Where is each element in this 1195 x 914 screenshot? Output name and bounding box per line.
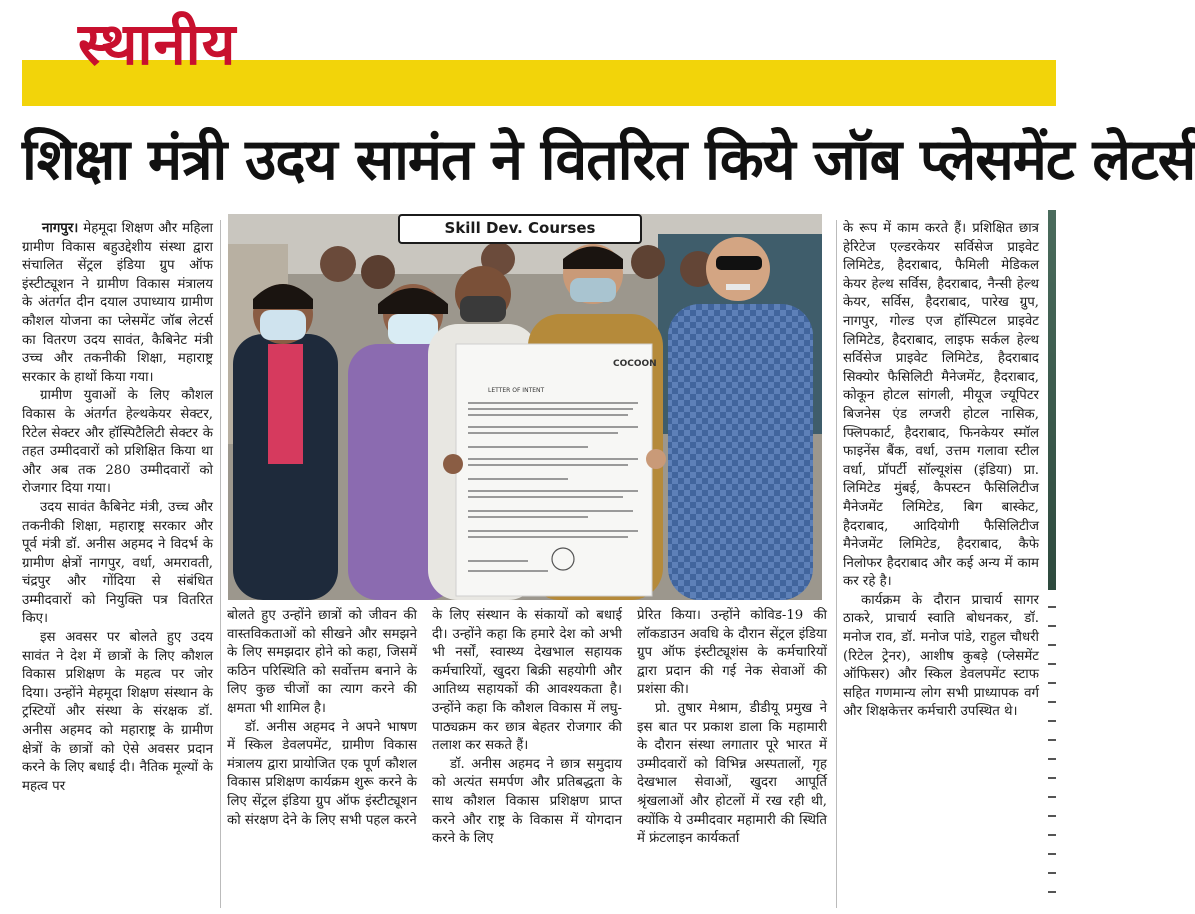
news-photo <box>228 214 822 600</box>
column-divider <box>220 220 221 908</box>
paragraph: प्रो. तुषार मेश्राम, डीडीयू प्रमुख ने इस बात पर प्रकाश डाला कि महामारी के दौरान संस्था लगातार पूरे भारत में उम्मीदवारों को विभिन्न अस्पतालों, गृह देखभाल सेवाओं, खुदरा आपूर्ति श्रृंखलाओं और होटलों में रख रही थी, क्योंकि ये उम्मीदवार महामारी की स्थिति में फ्रंटलाइन कार्यकर्ता <box>637 700 827 847</box>
headline: शिक्षा मंत्री उदय सामंत ने वितरित किये जॉब प्लेसमेंट लेटर्स <box>22 127 1195 193</box>
article-column-2 <box>227 607 417 907</box>
paragraph: ग्रामीण युवाओं के लिए कौशल विकास के अंतर्गत हेल्थकेयर सेक्टर, रिटेल सेक्टर और हॉस्पिटैलिटी सेक्टर के तहत उम्मीदवारों को प्रशिक्षित किया था और अब तक 280 उम्मीदवारों को रोजगार दिया गया। <box>22 388 213 497</box>
paragraph: इस अवसर पर बोलते हुए उदय सावंत ने देश में छात्रों के लिए कौशल विकास प्रशिक्षण के महत्व पर जोर दिया। उन्होंने मेहमूदा शिक्षण संस्थान के ट्रस्टियों और संस्था के संरक्षक डॉ. अनीस अहमद को महाराष्ट्र के ग्रामीण क्षेत्रों के छात्रों को ऐसे अवसर प्रदान करने के लिए बधाई दी। नैतिक मूल्यों के महत्व पर <box>22 630 213 794</box>
letter-title: LETTER OF INTENT <box>488 387 545 394</box>
paragraph: कार्यक्रम के दौरान प्राचार्य सागर ठाकरे, प्राचार्य स्वाति बोधनकर, डॉ. मनोज राव, डॉ. मनोज पांडे, राहुल चौधरी (रिटेल ट्रेनर), आशीष कुबड़े (प्लेसमेंट ऑफिसर) और स्किल डेवलपमेंट स्टाफ सहित गणमान्य लोग सभी प्राध्यापक वर्ग और शिक्षकेत्तर कर्मचारी उपस्थित थे। <box>843 592 1039 720</box>
paragraph: के लिए संस्थान के संकायों को बधाई दी। उन्होंने कहा कि हमारे देश को अभी भी नर्सों, स्वास्थ्य देखभाल सहायक कर्मचारियों, खुदरा बिक्री सहयोगी और आतिथ्य सहायकों की आवश्यकता है। उन्होंने कहा कि कौशल विकास में लघु-पाठ्यक्रम कर छात्र बेहतर रोजगार की तलाश कर सकते हैं। <box>432 608 622 754</box>
article-column-4 <box>637 607 827 907</box>
column-divider <box>836 220 837 908</box>
photo-banner: Skill Dev. Courses <box>398 214 642 244</box>
article-column-1 <box>22 220 213 910</box>
paragraph: डॉ. अनीस अहमद ने अपने भाषण में स्किल डेवलपमेंट, ग्रामीण विकास मंत्रालय द्वारा प्रायोजित एक पूर्ण कौशल विकास प्रशिक्षण कार्यक्रम शुरू करने के लिए सेंट्रल इंडिया ग्रुप ऑफ इंस्टीट्यूशन को संरक्षण देने के लिए सभी पहल करने <box>227 719 417 828</box>
paragraph: प्रेरित किया। उन्होंने कोविड-19 की लॉकडाउन अवधि के दौरान सेंट्रल इंडिया ग्रुप ऑफ इंस्टीट्यूशंस के कर्मचारियों द्वारा प्रदान की गई नेक सेवाओं की प्रशंसा की। <box>637 608 827 698</box>
paragraph: के रूप में काम करते हैं। प्रशिक्षित छात्र हेरिटेज एल्डरकेयर सर्विसेज प्राइवेट लिमिटेड, हैदराबाद, फैमिली मेडिकल केयर हेल्थ सर्विस, हैदराबाद, नैन्सी हेल्थ केयर, सर्विस, हैदराबाद, पारेख ग्रुप, नागपुर, गोल्ड एज हॉस्पिटल प्राइवेट लिमिटेड, हैदराबाद, लाइफ सर्कल हेल्थ सर्विसेज प्राइवेट लिमिटेड, हैदराबाद सिक्योर फैसिलिटी मैनेजमेंट, हैदराबाद, कोकून होटल सांगली, मीयूज ज्यूपिटर बिजनेस एंड लग्जरी होटल नासिक, फ्लिपकार्ट, हैदराबाद, फिनकेयर स्मॉल फाइनेंस बैंक, वर्धा, उत्तम गलावा स्टील वर्धा, प्रॉपर्टी सॉल्यूशंस (इंडिया) प्रा. लिमिटेड मुंबई, कैपस्टन फैसिलिटीज मैनेजमेंट लिमिटेड, बिग बास्केट, हैदराबाद, आदियोगी फैसिलिटीज मैनेजमेंट लिमिटेड, हैदराबाद, कैफे निलोफर हैदराबाद और कई अन्य में काम कर रहे है। <box>843 221 1039 590</box>
paragraph <box>22 220 213 387</box>
paragraph-text: मेहमूदा शिक्षण और महिला ग्रामीण विकास बहुउद्देशीय संस्था द्वारा संचालित सेंट्रल इंडिया ग्रुप ऑफ इंस्टीट्यूशन ने ग्रामीण विकास मंत्रालय के अंतर्गत दीन दयाल उपाध्याय ग्रामीण कौशल योजना का प्लेसमेंट जॉब लेटर्स का वितरण उदय सावंत, कैबिनेट मंत्री उच्च और तकनीकी शिक्षा, महाराष्ट्र सरकार के हाथों किया गया। <box>22 221 213 385</box>
letter-brand: COCOON <box>613 359 657 369</box>
adjacent-photo-edge <box>1048 210 1056 590</box>
dateline: नागपुर। <box>42 221 79 236</box>
article-column-3 <box>432 607 622 907</box>
section-title: स्थानीय <box>78 10 237 78</box>
paragraph: बोलते हुए उन्होंने छात्रों को जीवन की वास्तविकताओं को सीखने और समझने के लिए समझदार होने को कहा, जिसमें कठिन परिस्थिति को सर्वोत्तम बनाने के लिए कुछ चीजों का त्याग करने की क्षमता भी शामिल है। <box>227 608 417 716</box>
article-column-5 <box>843 220 1039 910</box>
paragraph: डॉ. अनीस अहमद ने छात्र समुदाय को अत्यंत समर्पण और प्रतिबद्धता के साथ कौशल विकास प्रशिक्षण प्राप्त करने और राष्ट्र के विकास में योगदान करने के लिए <box>432 756 622 847</box>
adjacent-column-edge <box>1048 596 1056 896</box>
paragraph: उदय सावंत कैबिनेट मंत्री, उच्च और तकनीकी शिक्षा, महाराष्ट्र सरकार और पूर्व मंत्री डॉ. अनीस अहमद ने विदर्भ के ग्रामीण क्षेत्रों नागपुर, वर्धा, अमरावती, चंद्रपुर और गोंदिया से संबंधित उम्मीदवारों को नियुक्ति पत्र वितरित किए। <box>22 499 213 627</box>
photo-illustration <box>228 214 822 600</box>
